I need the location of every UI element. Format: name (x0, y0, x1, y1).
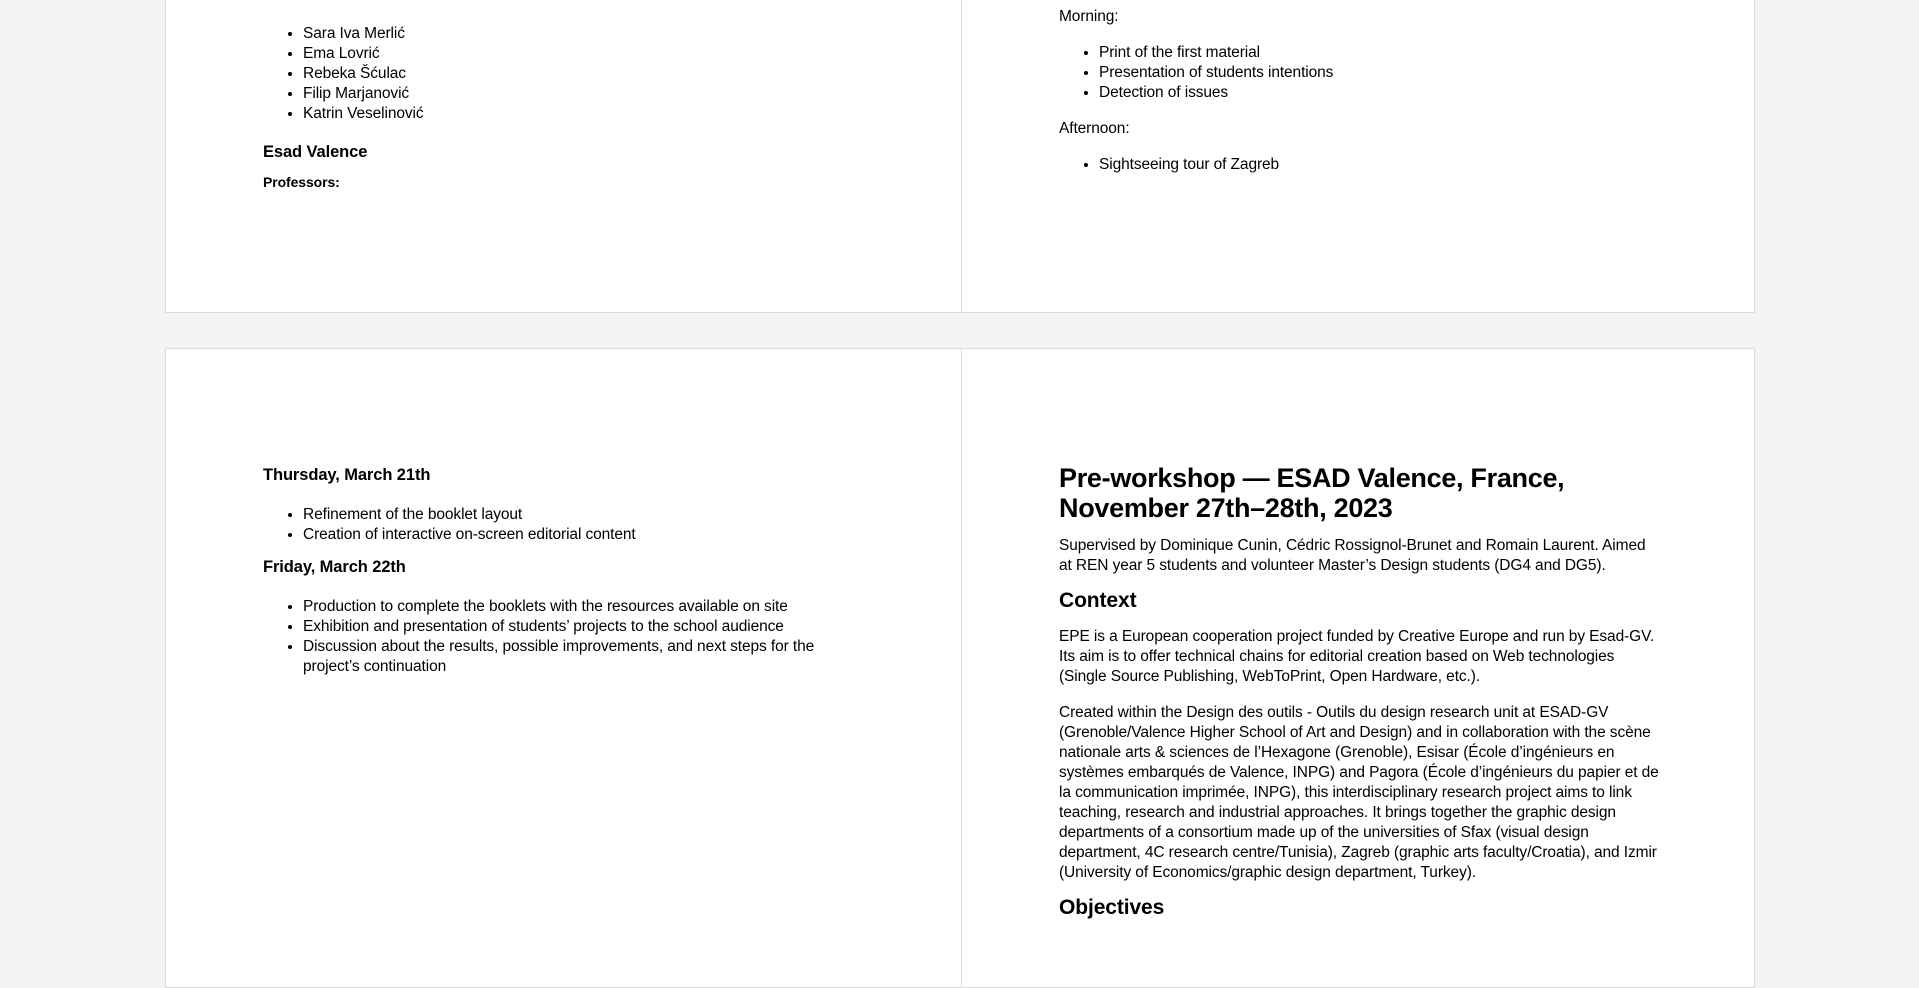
morning-list (1059, 43, 1669, 103)
thursday-list (263, 505, 843, 545)
list-item: • Sara Iva Merlić (303, 24, 883, 44)
list-item: • Production to complete the booklets with the resources available on site (303, 597, 843, 617)
list-item: • Rebeka Šćulac (303, 64, 883, 84)
context-paragraph: Created within the Design des outils - Outils du design research unit at ESAD-GV (Grenoble/Valence Higher School of Art and Design) and in collaboration with the scène nationale arts & sciences de l’Hexagone (Grenoble), Esisar (École d’ingénieurs en systèmes embarqués de Valence, INPG) and Pagora (École d’ingénieurs du papier et de la communication imprimée, INPG), this interdisciplinary research project aims to link teaching, research and industrial approaches. It brings together the graphic design departments of a consortium made up of the universities of Sfax (visual design department, 4C research centre/Tunisia), Zagreb (graphic arts faculty/Croatia), and Izmir (University of Economics/graphic design department, Turkey). (1059, 704, 1659, 881)
bottom-spread (165, 348, 1755, 988)
list-item: • Presentation of students intentions (1099, 63, 1669, 83)
context-paragraph: EPE is a European cooperation project funded by Creative Europe and run by Esad-GV. Its aim is to offer technical chains for editorial creation based on Web technologies (Single Source Publishing, WebToPrint, Open Hardware, etc.). (1059, 628, 1655, 685)
list-item: • Print of the first material (1099, 43, 1669, 63)
list-item: • Creation of interactive on-screen editorial content (303, 525, 843, 545)
afternoon-label: Afternoon: (1059, 120, 1130, 137)
list-item: • Katrin Veselinović (303, 104, 883, 124)
list-item: • Discussion about the results, possible improvements, and next steps for the project’s continuation (303, 637, 843, 677)
list-item: • Ema Lovrić (303, 44, 883, 64)
list-item: • Detection of issues (1099, 83, 1669, 103)
objectives-heading: Objectives (1059, 896, 1165, 919)
morning-label: Morning: (1059, 8, 1119, 25)
afternoon-list (1059, 155, 1669, 175)
top-spread (165, 0, 1755, 313)
top-left-page (166, 0, 961, 312)
bottom-right-page (961, 349, 1755, 987)
page-title: Pre-workshop — ESAD Valence, France, November 27th–28th, 2023 (1059, 463, 1565, 523)
intro-paragraph: Supervised by Dominique Cunin, Cédric Rossignol-Brunet and Romain Laurent. Aimed at REN year 5 students and volunteer Master’s Design students (DG4 and DG5). (1059, 537, 1646, 574)
friday-heading: Friday, March 22th (263, 558, 406, 576)
student-list (263, 24, 883, 124)
list-item: • Exhibition and presentation of students’ projects to the school audience (303, 617, 843, 637)
bottom-left-page (166, 349, 961, 987)
list-item: • Filip Marjanović (303, 84, 883, 104)
list-item: • Sightseeing tour of Zagreb (1099, 155, 1669, 175)
context-heading: Context (1059, 589, 1137, 612)
top-right-page (961, 0, 1755, 312)
thursday-heading: Thursday, March 21th (263, 466, 431, 484)
list-item: • Refinement of the booklet layout (303, 505, 843, 525)
school-heading: Esad Valence (263, 143, 368, 161)
friday-list (263, 597, 843, 677)
professors-label: Professors: (263, 174, 340, 190)
